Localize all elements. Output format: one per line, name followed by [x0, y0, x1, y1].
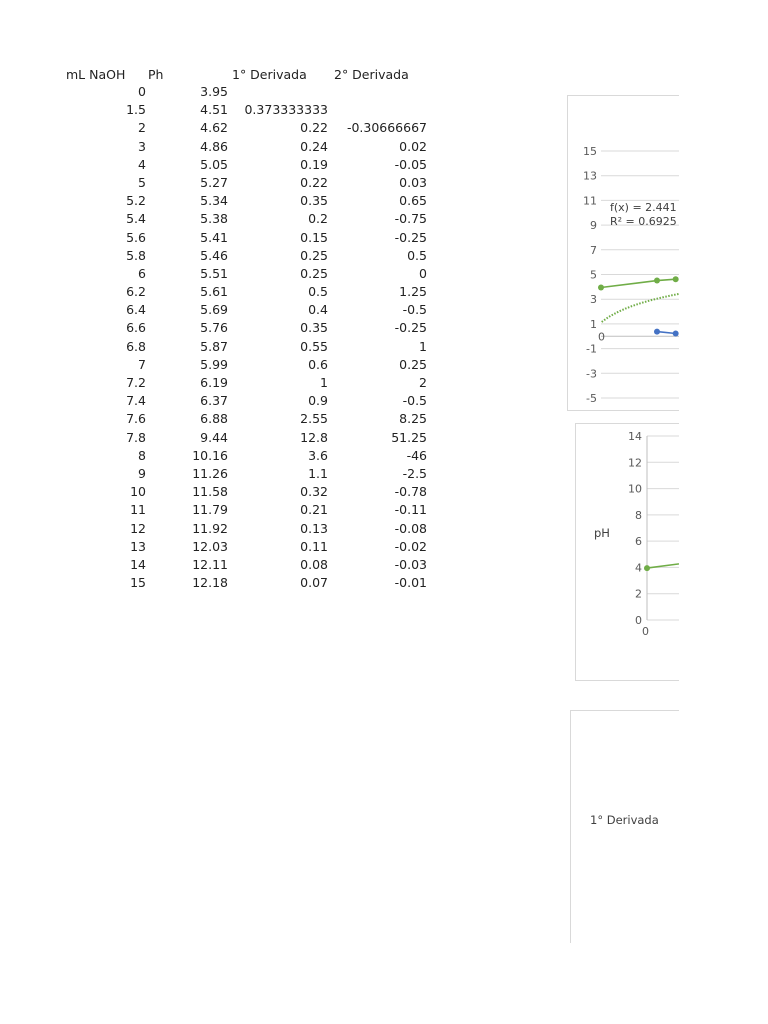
table-cell: 0.11: [300, 538, 328, 554]
table-row: [60, 447, 440, 465]
table-cell: 10.16: [192, 447, 228, 463]
table-cell: 14: [130, 556, 146, 572]
table-cell: 5.51: [200, 265, 228, 281]
table-cell: 0.65: [399, 193, 427, 209]
y-tick-label: 13: [583, 169, 597, 183]
table-cell: 9.44: [200, 429, 228, 445]
table-header: [60, 65, 440, 83]
table-row: [60, 83, 440, 101]
table-cell: 0.25: [300, 265, 328, 281]
trendline: [602, 287, 679, 322]
table-cell: 1: [320, 375, 328, 390]
table-cell: 12: [130, 520, 146, 536]
table-cell: 6.4: [126, 302, 146, 318]
table-cell: -2.5: [402, 465, 427, 481]
table-cell: -0.75: [394, 211, 427, 227]
table-cell: 7.8: [126, 429, 146, 445]
table-cell: 0.25: [399, 356, 427, 372]
table-cell: -0.05: [394, 156, 427, 172]
table-cell: 0: [419, 265, 427, 281]
table-cell: 6.2: [126, 284, 146, 300]
table-cell: 5.2: [126, 193, 146, 209]
y-tick-label: 12: [628, 456, 642, 470]
x-tick-label: 0: [598, 330, 605, 344]
table-cell: 5.41: [200, 229, 228, 245]
table-cell: 5.6: [126, 229, 146, 245]
trendline-equation: R² = 0.6925: [610, 215, 677, 228]
chart-first-derivative-panel[interactable]: [570, 710, 679, 943]
y-tick-label: -1: [586, 342, 597, 356]
y-tick-label: 3: [590, 293, 597, 307]
table-cell: 0.24: [300, 138, 328, 154]
table-cell: -0.03: [394, 556, 427, 572]
table-cell: 3.6: [308, 447, 328, 463]
table-row: [60, 210, 440, 228]
table-row: [60, 538, 440, 556]
table-row: [60, 556, 440, 574]
table-cell: 6.37: [200, 393, 228, 409]
table-cell: 0.373333333: [244, 102, 328, 118]
table-cell: 7.2: [126, 375, 146, 390]
table-cell: 0.32: [300, 484, 328, 500]
table-cell: 2: [138, 120, 146, 136]
table-cell: 0.21: [300, 502, 328, 518]
table-row: [60, 138, 440, 156]
table-cell: 0: [138, 84, 146, 99]
y-tick-label: 8: [635, 508, 642, 522]
table-row: [60, 283, 440, 301]
table-cell: 6: [138, 265, 146, 281]
table-cell: 12.18: [192, 575, 228, 591]
table-row: [60, 338, 440, 356]
table-cell: 51.25: [391, 429, 427, 445]
chart-first-derivative: [571, 711, 679, 943]
table-cell: 11.92: [192, 520, 228, 536]
y-tick-label: 2: [635, 587, 642, 601]
table-cell: 10: [130, 484, 146, 500]
table-cell: -0.30666667: [346, 120, 427, 136]
table-cell: 5.05: [200, 156, 228, 172]
table-cell: 5.4: [126, 211, 146, 227]
table-row: [60, 374, 440, 392]
table-cell: 0.02: [399, 138, 427, 154]
table-row: [60, 174, 440, 192]
table-row: [60, 101, 440, 119]
table-cell: 0.13: [300, 520, 328, 536]
table-cell: 0.25: [300, 247, 328, 263]
table-cell: 8.25: [399, 411, 427, 427]
table-body: [60, 83, 440, 592]
table-cell: 4: [138, 156, 146, 172]
table-row: [60, 392, 440, 410]
table-cell: 5.27: [200, 174, 228, 190]
table-cell: 5.69: [200, 302, 228, 318]
table-cell: 5.38: [200, 211, 228, 227]
table-cell: 0.4: [308, 302, 328, 318]
table-cell: 0.03: [399, 174, 427, 190]
table-cell: 9: [138, 465, 146, 481]
x-tick-label: 0: [642, 625, 649, 638]
table-cell: 11.58: [192, 484, 228, 500]
table-cell: -0.25: [394, 229, 427, 245]
table-row: [60, 429, 440, 447]
data-point: [673, 331, 679, 337]
table-row: [60, 501, 440, 519]
table-cell: 3: [138, 138, 146, 154]
table-cell: 5.34: [200, 193, 228, 209]
table-cell: 5.76: [200, 320, 228, 336]
table-cell: 12.8: [300, 429, 328, 445]
data-point: [654, 278, 660, 284]
table-cell: -0.08: [394, 520, 427, 536]
table-cell: 1.1: [308, 465, 328, 481]
table-cell: 0.35: [300, 193, 328, 209]
table-cell: 0.35: [300, 320, 328, 336]
table-cell: 0.5: [407, 247, 427, 263]
y-tick-label: 10: [628, 482, 642, 496]
table-cell: 4.62: [200, 120, 228, 136]
chart-combined: [568, 96, 679, 410]
table-row: [60, 410, 440, 428]
table-cell: 0.9: [308, 393, 328, 409]
y-tick-label: 14: [628, 430, 642, 443]
table-cell: 7.4: [126, 393, 146, 409]
header-second-derivative: 2° Derivada: [334, 67, 409, 82]
table-cell: 12.11: [192, 556, 228, 572]
data-point: [673, 276, 679, 282]
table-cell: 0.19: [300, 156, 328, 172]
table-cell: 3.95: [200, 84, 228, 99]
table-cell: -0.5: [402, 302, 427, 318]
table-cell: 6.8: [126, 338, 146, 354]
chart-combined-panel[interactable]: [567, 95, 679, 411]
data-point: [598, 284, 604, 290]
table-cell: 0.22: [300, 120, 328, 136]
table-cell: 2: [419, 375, 427, 390]
table-cell: 0.2: [308, 211, 328, 227]
y-tick-label: 5: [590, 268, 597, 282]
table-row: [60, 465, 440, 483]
y-tick-label: 0: [635, 614, 642, 627]
header-ph: Ph: [148, 67, 164, 82]
table-row: [60, 301, 440, 319]
y-tick-label: 7: [590, 243, 597, 257]
table-row: [60, 192, 440, 210]
series-line: [647, 559, 679, 568]
chart-ph: [576, 424, 679, 680]
table-row: [60, 319, 440, 337]
table-cell: -0.02: [394, 538, 427, 554]
table-cell: 11.26: [192, 465, 228, 481]
table-cell: 0.6: [308, 356, 328, 372]
table-cell: 8: [138, 447, 146, 463]
table-row: [60, 119, 440, 137]
table-cell: 5.8: [126, 247, 146, 263]
table-row: [60, 520, 440, 538]
table-cell: 4.51: [200, 102, 228, 118]
table-cell: 5.99: [200, 356, 228, 372]
table-cell: 6.6: [126, 320, 146, 336]
table-cell: 6.19: [200, 375, 228, 390]
table-cell: 0.5: [308, 284, 328, 300]
table-cell: 5: [138, 174, 146, 190]
table-row: [60, 483, 440, 501]
table-cell: 13: [130, 538, 146, 554]
y-tick-label: 9: [590, 219, 597, 233]
table-cell: 11: [130, 502, 146, 518]
y-tick-label: 15: [583, 145, 597, 158]
table-cell: 0.07: [300, 575, 328, 591]
data-point: [654, 329, 660, 335]
table-row: [60, 156, 440, 174]
table-cell: 0.08: [300, 556, 328, 572]
table-cell: 0.55: [300, 338, 328, 354]
header-ml-naoh: mL NaOH: [66, 67, 126, 82]
table-cell: 6.88: [200, 411, 228, 427]
table-cell: -0.01: [394, 575, 427, 591]
table-cell: 5.46: [200, 247, 228, 263]
table-cell: 5.87: [200, 338, 228, 354]
y-tick-label: 4: [635, 561, 642, 575]
table-cell: 5.61: [200, 284, 228, 300]
table-cell: 7: [138, 356, 146, 372]
table-cell: -0.11: [394, 502, 427, 518]
data-point: [644, 565, 650, 571]
series-line: [601, 279, 676, 287]
table-cell: 0.22: [300, 174, 328, 190]
table-row: [60, 574, 440, 592]
table-cell: 4.86: [200, 138, 228, 154]
y-tick-label: 11: [583, 194, 597, 208]
y-tick-label: 1: [590, 317, 597, 331]
table-row: [60, 356, 440, 374]
table-cell: 11.79: [192, 502, 228, 518]
y-tick-label: 6: [635, 535, 642, 549]
y-tick-label: -5: [586, 392, 597, 405]
table-cell: -46: [406, 447, 427, 463]
table-cell: 2.55: [300, 411, 328, 427]
table-row: [60, 247, 440, 265]
table-cell: 1: [419, 338, 427, 354]
y-axis-label: pH: [594, 526, 610, 540]
table-cell: 0.15: [300, 229, 328, 245]
chart-ph-panel[interactable]: [575, 423, 679, 681]
table-cell: 1.5: [126, 102, 146, 118]
header-first-derivative: 1° Derivada: [232, 67, 307, 82]
table-cell: 12.03: [192, 538, 228, 554]
trendline-equation: f(x) = 2.441: [610, 201, 677, 214]
table-cell: 7.6: [126, 411, 146, 427]
y-tick-label: -3: [586, 367, 597, 381]
y-axis-label: 1° Derivada: [590, 813, 659, 827]
table-row: [60, 265, 440, 283]
table-row: [60, 229, 440, 247]
table-cell: -0.5: [402, 393, 427, 409]
table-cell: 15: [130, 575, 146, 591]
table-cell: -0.78: [394, 484, 427, 500]
spreadsheet-table: [60, 65, 440, 592]
table-cell: -0.25: [394, 320, 427, 336]
table-cell: 1.25: [399, 284, 427, 300]
